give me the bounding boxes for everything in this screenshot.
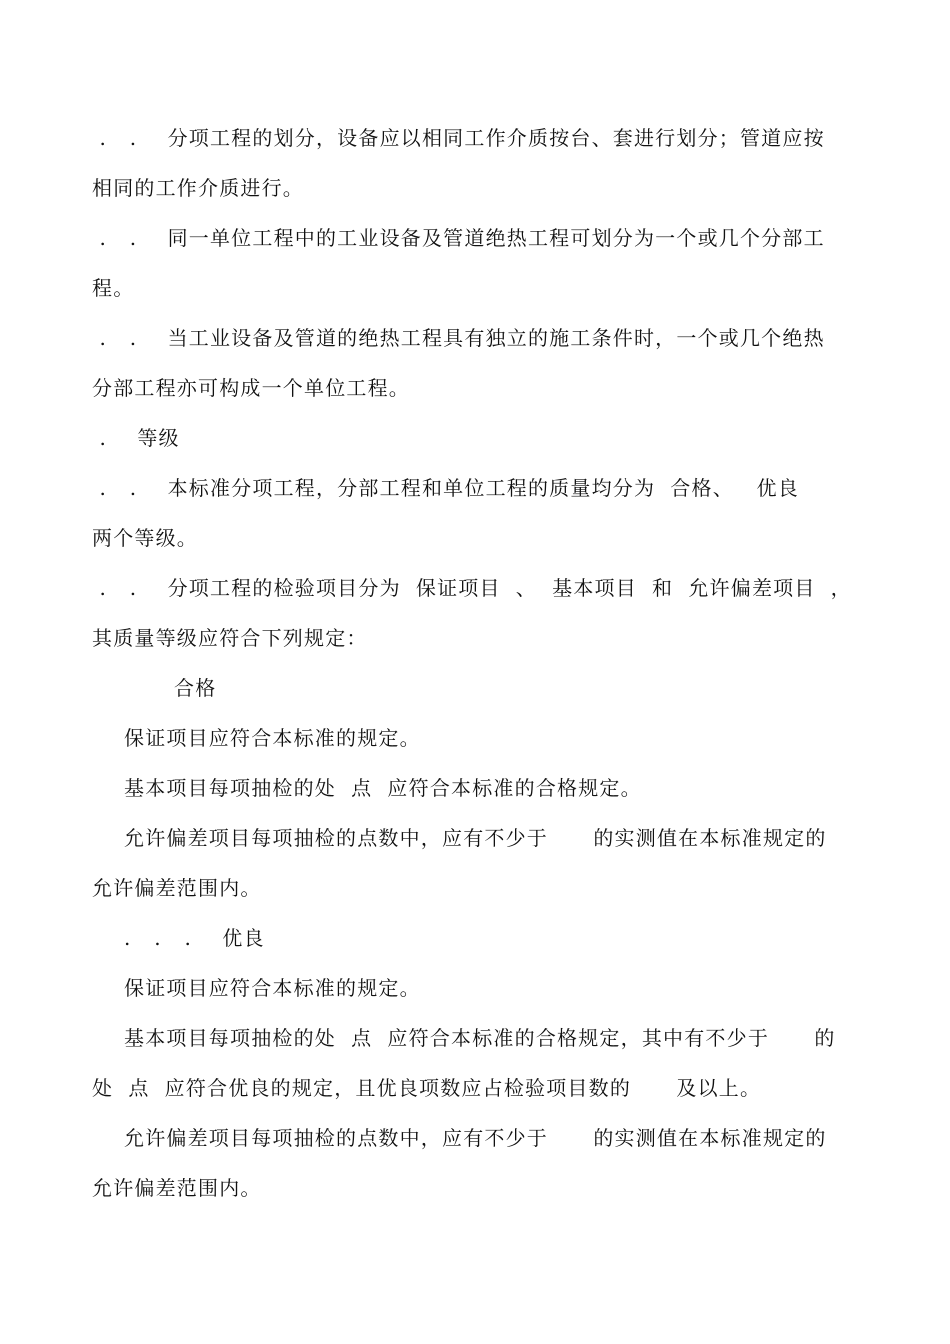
subsection-heading: . . . 优良 xyxy=(124,926,265,950)
text-line: 基本项目每项抽检的处 点 应符合本标准的合格规定。 xyxy=(124,776,642,800)
text-line: 分部工程亦可构成一个单位工程。 xyxy=(92,376,410,400)
subsection-heading: 合格 xyxy=(174,676,217,700)
text-line: 允许偏差项目每项抽检的点数中，应有不少于 的实测值在本标准规定的 xyxy=(124,1126,827,1150)
text-line: 基本项目每项抽检的处 点 应符合本标准的合格规定，其中有不少于 的 xyxy=(124,1026,836,1050)
section-heading: . 等级 xyxy=(92,426,180,450)
text-line: 允许偏差项目每项抽检的点数中，应有不少于 的实测值在本标准规定的 xyxy=(124,826,827,850)
text-line: . . 本标准分项工程，分部工程和单位工程的质量均分为 合格、 优良 xyxy=(92,476,799,500)
text-line: . . 分项工程的划分，设备应以相同工作介质按台、套进行划分；管道应按 xyxy=(92,126,825,150)
text-line: 允许偏差范围内。 xyxy=(92,1176,262,1200)
text-line: 保证项目应符合本标准的规定。 xyxy=(124,976,421,1000)
text-line: 其质量等级应符合下列规定： xyxy=(92,626,368,650)
text-line: 保证项目应符合本标准的规定。 xyxy=(124,726,421,750)
text-line: . . 当工业设备及管道的绝热工程具有独立的施工条件时，一个或几个绝热 xyxy=(92,326,825,350)
text-line: 相同的工作介质进行。 xyxy=(92,176,304,200)
text-line: . . 分项工程的检验项目分为 保证项目 、 基本项目 和 允许偏差项目 ， xyxy=(92,576,852,600)
text-line: 允许偏差范围内。 xyxy=(92,876,262,900)
text-line: 处 点 应符合优良的规定，且优良项数应占检验项目数的 及以上。 xyxy=(92,1076,762,1100)
text-line: 程。 xyxy=(92,276,135,300)
text-line: 两个等级。 xyxy=(92,526,198,550)
text-line: . . 同一单位工程中的工业设备及管道绝热工程可划分为一个或几个分部工 xyxy=(92,226,825,250)
